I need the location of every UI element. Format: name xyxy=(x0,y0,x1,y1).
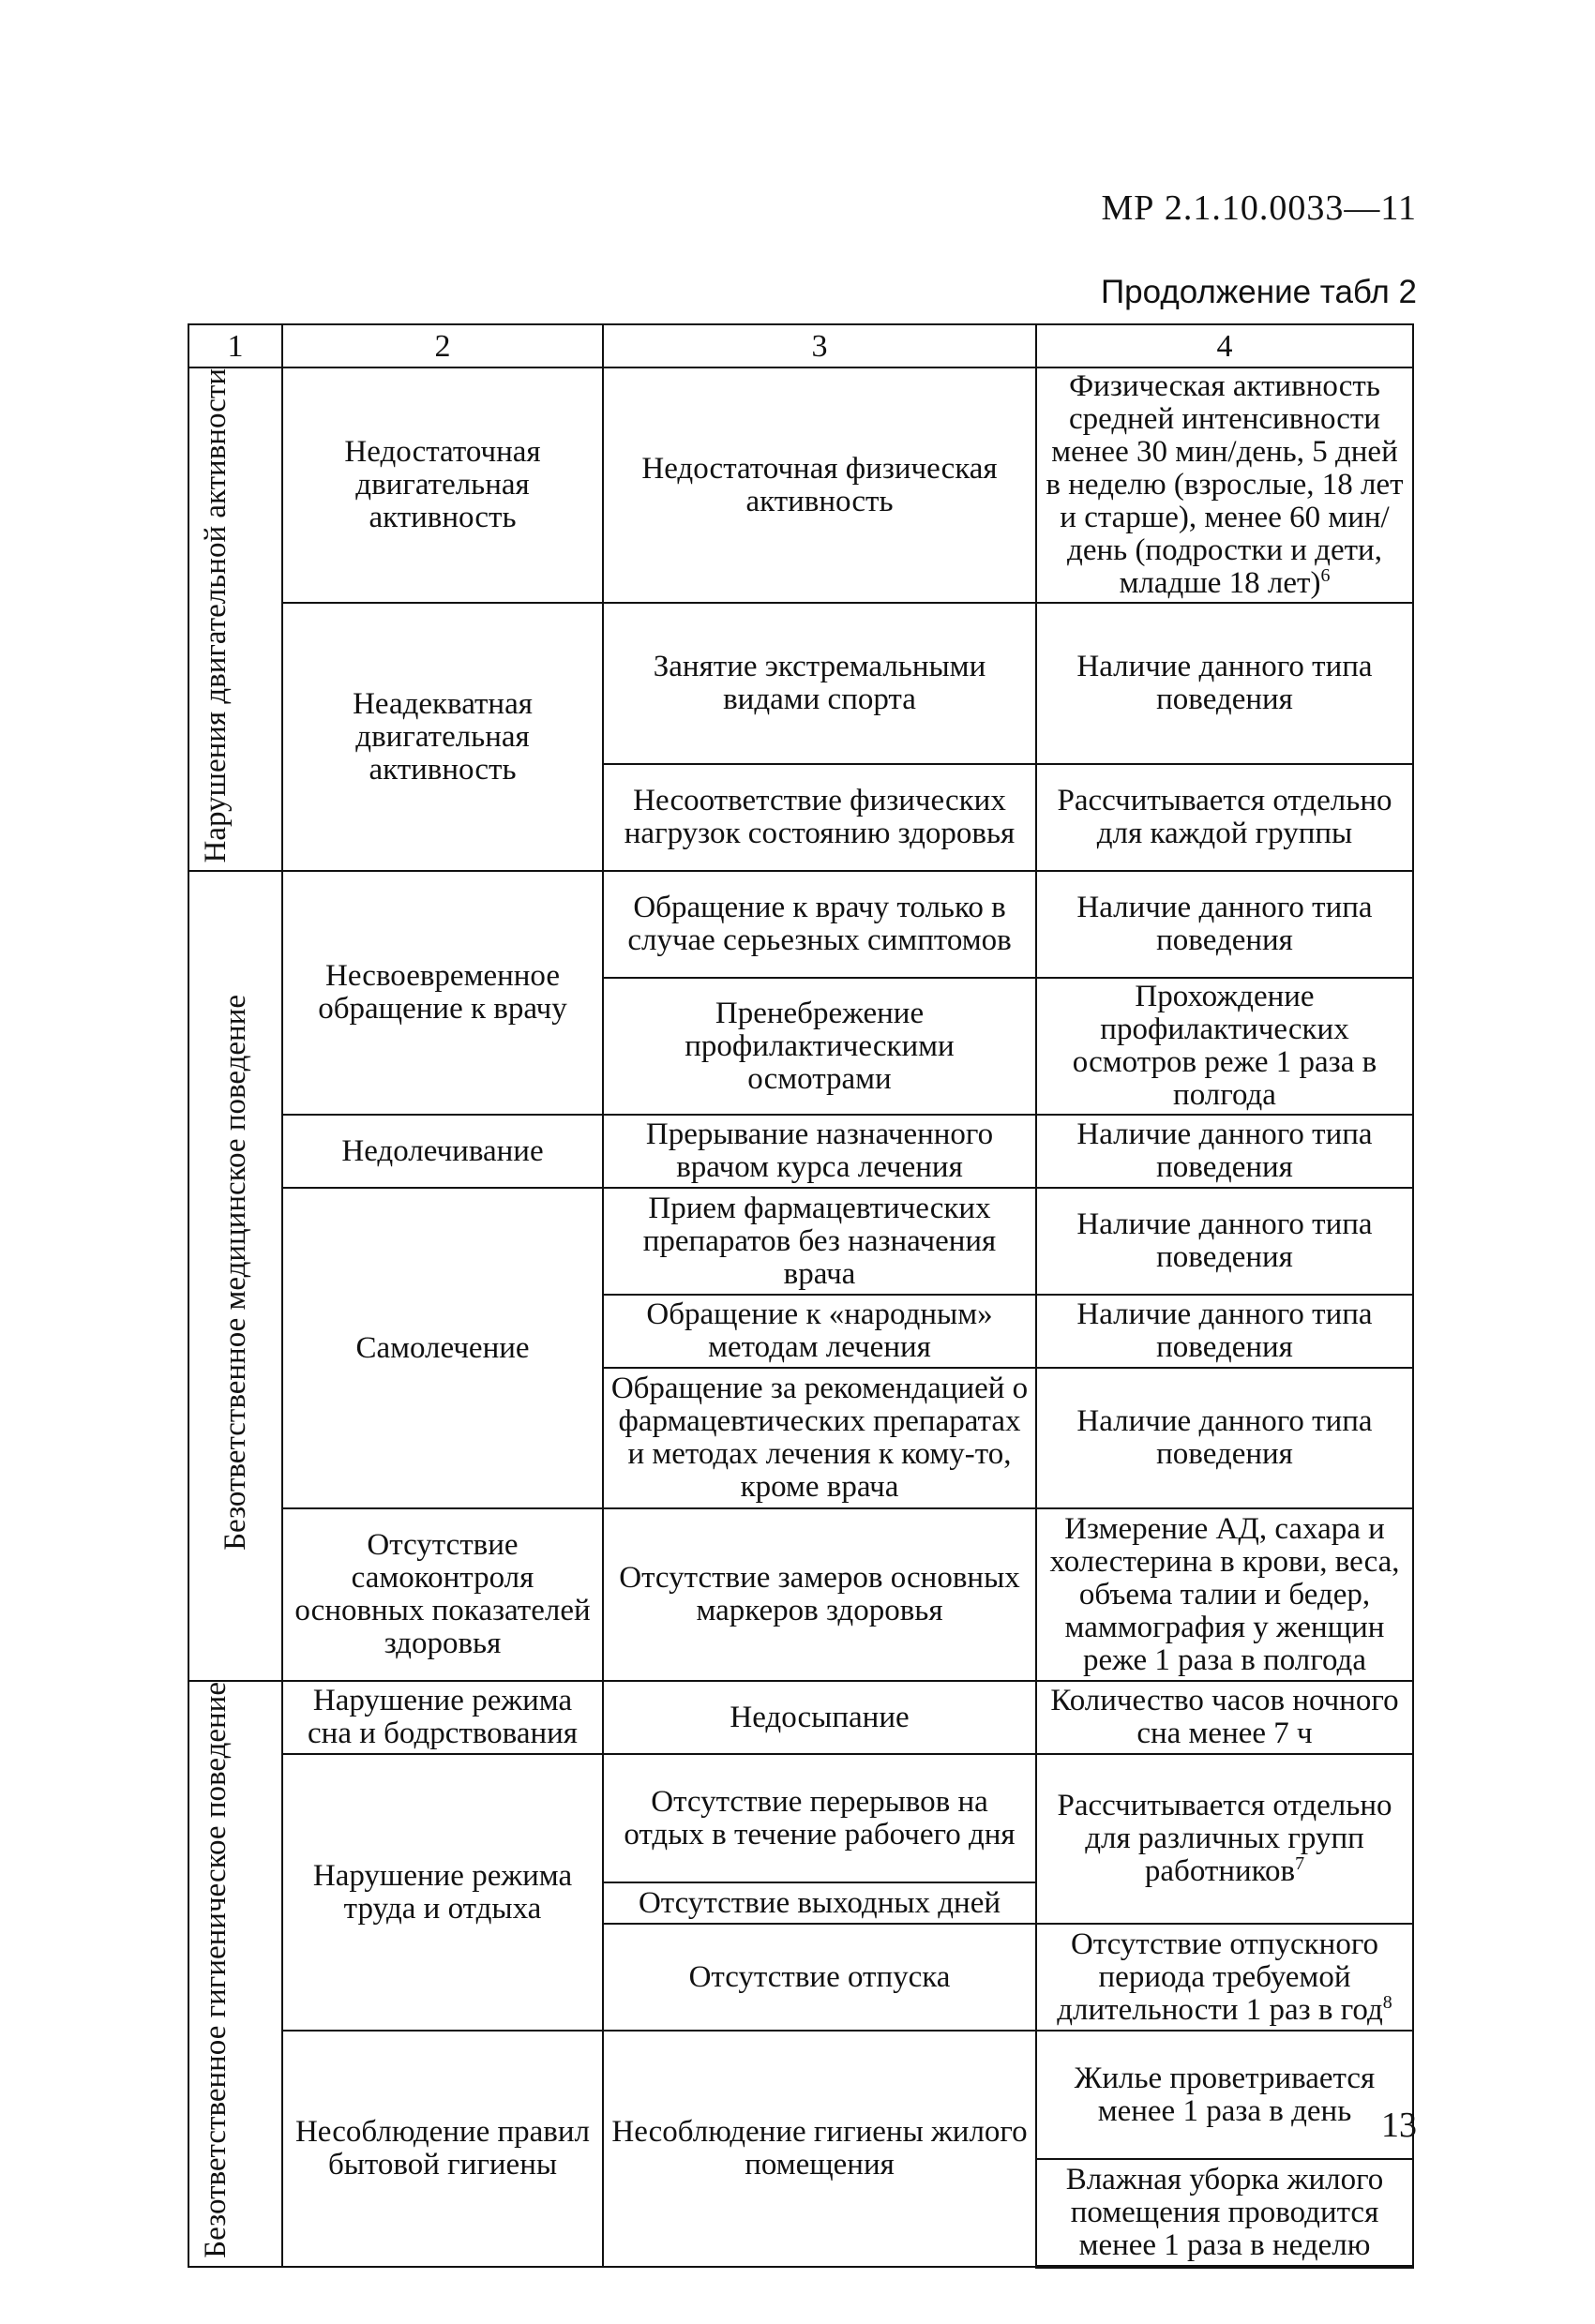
group-label: Безответственное медицинское поведение xyxy=(218,995,252,1551)
table-header-row xyxy=(188,324,1413,367)
table-row xyxy=(188,1508,1413,1681)
subtype-cell: Отсутствие перерывов на отдых в течение рабочего дня xyxy=(603,1754,1036,1882)
criterion-text: Рассчитывается отдельно для различных групп работников xyxy=(1057,1789,1392,1889)
table-row xyxy=(188,1115,1413,1188)
category-cell: Неадекватная двигательная активность xyxy=(282,603,603,871)
column-header: 2 xyxy=(282,324,603,367)
document-code: МР 2.1.10.0033—11 xyxy=(1101,188,1417,228)
footnote-marker: 8 xyxy=(1382,1991,1392,2013)
category-cell: Самолечение xyxy=(282,1188,603,1508)
subtype-cell: Прием фармацевтических препаратов без назначения врача xyxy=(603,1188,1036,1295)
group-cell xyxy=(188,871,282,1681)
table-row xyxy=(188,871,1413,978)
column-header: 4 xyxy=(1036,324,1413,367)
category-cell: Недостаточная двигательная активность xyxy=(282,367,603,603)
category-cell: Несвоевременное обращение к врачу xyxy=(282,871,603,1115)
criterion-cell: Наличие данного типа поведения xyxy=(1036,1188,1413,1295)
criterion-cell: Количество часов ночного сна менее 7 ч xyxy=(1036,1681,1413,1754)
behavior-table xyxy=(188,323,1414,2269)
column-header: 1 xyxy=(188,324,282,367)
criterion-cell xyxy=(1036,1754,1413,1924)
table-row xyxy=(188,1754,1413,1882)
group-label: Нарушения двигательной активности xyxy=(199,368,233,863)
subtype-cell: Отсутствие отпуска xyxy=(603,1924,1036,2031)
criterion-cell: Наличие данного типа поведения xyxy=(1036,603,1413,764)
criterion-cell: Наличие данного типа поведения xyxy=(1036,871,1413,978)
table-row xyxy=(188,1188,1413,1295)
table-caption: Продолжение табл 2 xyxy=(1101,274,1417,310)
subtype-cell: Занятие экстремальными видами спорта xyxy=(603,603,1036,764)
criterion-text: Отсутствие отпускного периода требуемой длительности 1 раз в год xyxy=(1057,1927,1383,2027)
criterion-cell: Измерение АД, сахара и холестерина в крови, веса, объема талии и бедер, маммография у женщин реже 1 раза в полгода xyxy=(1036,1508,1413,1681)
group-cell xyxy=(188,1681,282,2267)
table-row xyxy=(188,603,1413,764)
subtype-cell: Недостаточная физическая активность xyxy=(603,367,1036,603)
table-row xyxy=(188,367,1413,603)
footnote-marker: 6 xyxy=(1320,565,1331,586)
subtype-cell: Пренебрежение профилактическими осмотрами xyxy=(603,978,1036,1115)
column-header: 3 xyxy=(603,324,1036,367)
category-cell: Нарушение режима труда и отдыха xyxy=(282,1754,603,2031)
page-number: 13 xyxy=(1381,2106,1417,2145)
subtype-cell: Отсутствие замеров основных маркеров здоровья xyxy=(603,1508,1036,1681)
category-cell: Отсутствие самоконтроля основных показателей здоровья xyxy=(282,1508,603,1681)
group-cell xyxy=(188,367,282,871)
criterion-cell: Жилье проветривается менее 1 раза в день xyxy=(1036,2031,1413,2159)
subtype-cell: Обращение к врачу только в случае серьезных симптомов xyxy=(603,871,1036,978)
subtype-cell: Несоблюдение гигиены жилого помещения xyxy=(603,2031,1036,2267)
criterion-cell: Рассчитывается отдельно для каждой группы xyxy=(1036,764,1413,871)
criterion-cell xyxy=(1036,367,1413,603)
criterion-cell: Наличие данного типа поведения xyxy=(1036,1295,1413,1368)
criterion-cell xyxy=(1036,1924,1413,2031)
criterion-cell: Прохождение профилактических осмотров реже 1 раза в полгода xyxy=(1036,978,1413,1115)
subtype-cell: Обращение за рекомендацией о фармацевтических препаратах и методах лечения к кому-то, кроме врача xyxy=(603,1368,1036,1508)
footnote-marker: 7 xyxy=(1295,1853,1305,1875)
criterion-cell: Наличие данного типа поведения xyxy=(1036,1368,1413,1508)
subtype-cell: Недосыпание xyxy=(603,1681,1036,1754)
category-cell: Недолечивание xyxy=(282,1115,603,1188)
criterion-text: Физическая активность средней интенсивности менее 30 мин/день, 5 дней в неделю (взрослые, 18 лет и старше), менее 60 мин/день (подростки и дети, младше 18 лет) xyxy=(1046,369,1404,600)
category-cell: Нарушение режима сна и бодрствования xyxy=(282,1681,603,1754)
table-row xyxy=(188,2031,1413,2159)
criterion-cell: Наличие данного типа поведения xyxy=(1036,1115,1413,1188)
subtype-cell: Несоответствие физических нагрузок состоянию здоровья xyxy=(603,764,1036,871)
category-cell: Несоблюдение правил бытовой гигиены xyxy=(282,2031,603,2267)
subtype-cell: Прерывание назначенного врачом курса лечения xyxy=(603,1115,1036,1188)
subtype-cell: Обращение к «народным» методам лечения xyxy=(603,1295,1036,1368)
criterion-cell: Влажная уборка жилого помещения проводится менее 1 раза в неделю xyxy=(1036,2159,1413,2267)
group-label: Безответственное гигиеническое поведение xyxy=(199,1682,233,2259)
subtype-cell: Отсутствие выходных дней xyxy=(603,1882,1036,1924)
table-row xyxy=(188,1681,1413,1754)
